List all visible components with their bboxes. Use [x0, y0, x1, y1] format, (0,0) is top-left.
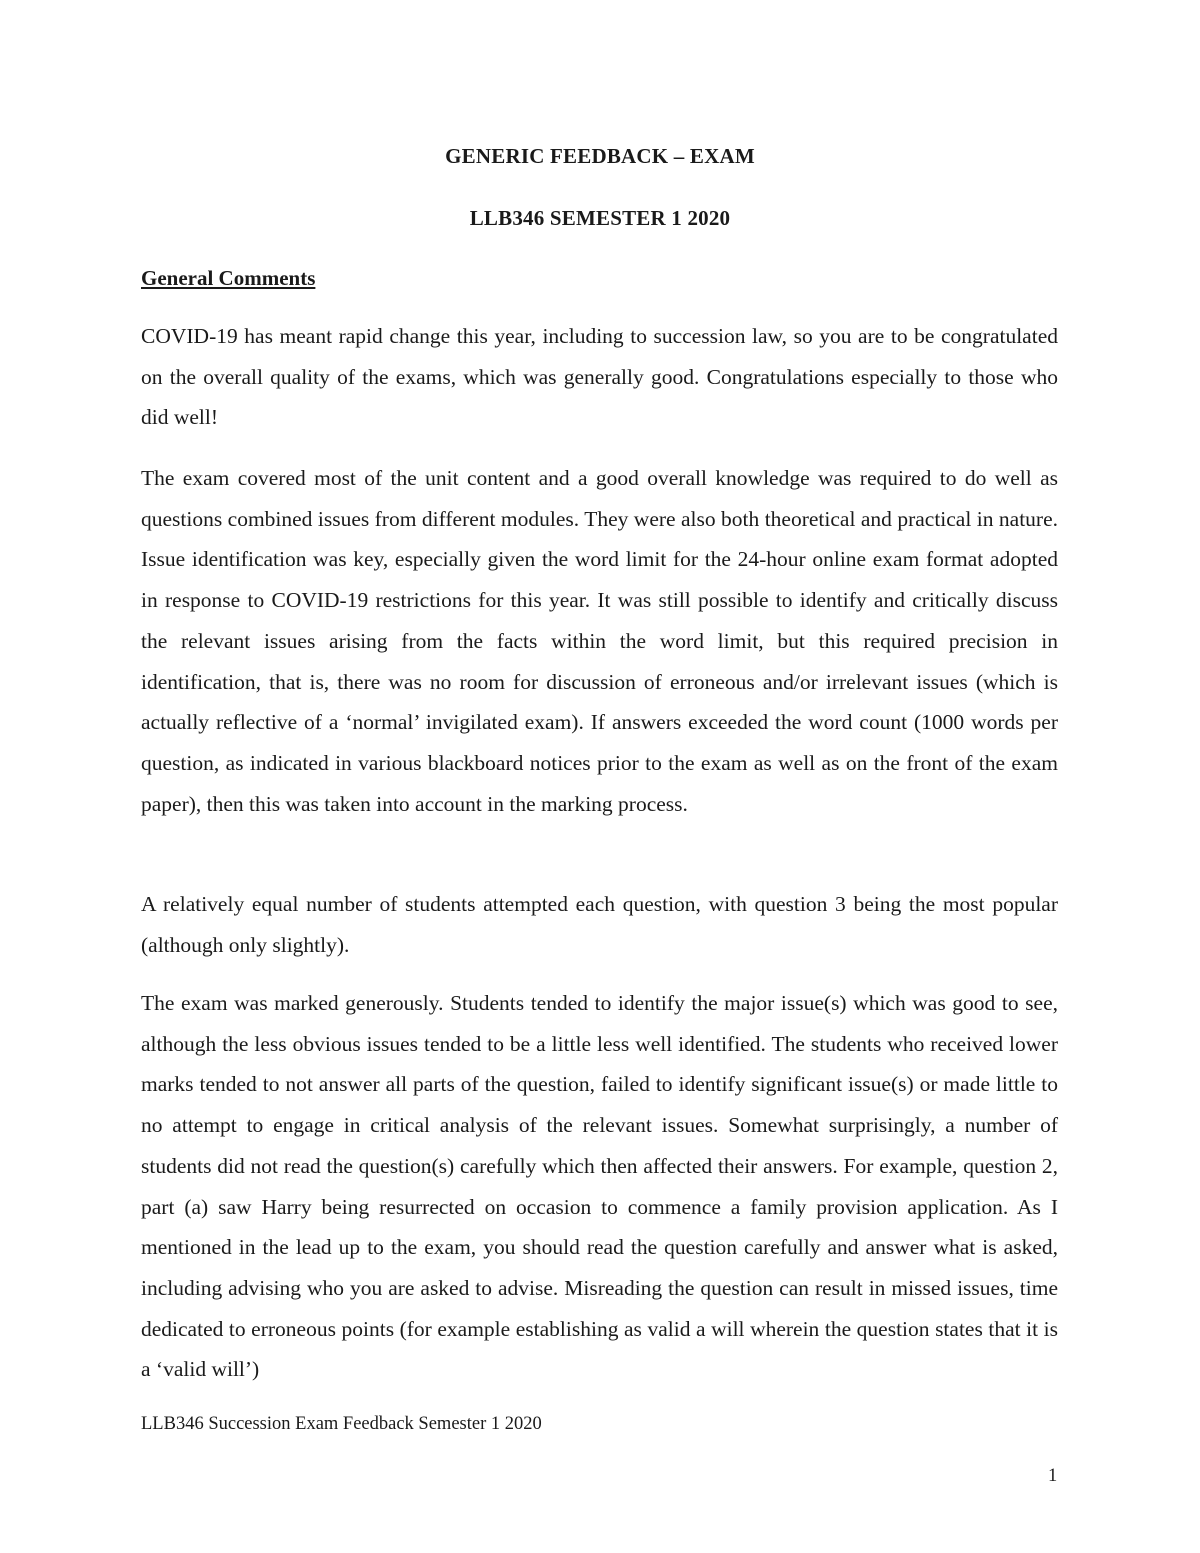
- paragraph-2: The exam covered most of the unit content and a good overall knowledge was required to do well as questions combined issues from different modules. They were also both theoretical and practical in nature. Issue identification was key, especially given the word limit for the 24-hour online exam format adopted in response to COVID-19 restrictions for this year. It was still possible to identify and critically discuss the relevant issues arising from the facts within the word limit, but this required precision in identification, that is, there was no room for discussion of erroneous and/or irrelevant issues (which is actually reflective of a ‘normal’ invigilated exam). If answers exceeded the word count (1000 words per question, as indicated in various blackboard notices prior to the exam as well as on the front of the exam paper), then this was taken into account in the marking process.: [141, 466, 1058, 816]
- document-subtitle: LLB346 SEMESTER 1 2020: [469, 206, 731, 230]
- page-number: 1: [1048, 1466, 1058, 1486]
- section-heading: General Comments: [141, 266, 316, 290]
- footer-text: LLB346 Succession Exam Feedback Semester 1 2020: [141, 1414, 542, 1434]
- document-title: GENERIC FEEDBACK – EXAM: [445, 144, 755, 168]
- paragraph-4: The exam was marked generously. Students tended to identify the major issue(s) which was good to see, although the less obvious issues tended to be a little less well identified. The students who received lower marks tended to not answer all parts of the question, failed to identify significant issue(s) or made little to no attempt to engage in critical analysis of the relevant issues. Somewhat surprisingly, a number of students did not read the question(s) carefully which then affected their answers. For example, question 2, part (a) saw Harry being resurrected on occasion to commence a family provision application. As I mentioned in the lead up to the exam, you should read the question carefully and answer what is asked, including advising who you are asked to advise. Misreading the question can result in missed issues, time dedicated to erroneous points (for example establishing as valid a will wherein the question states that it is a ‘valid will’): [141, 991, 1058, 1382]
- paragraph-3: A relatively equal number of students attempted each question, with question 3 being the most popular (although only slightly).: [141, 892, 1058, 957]
- paragraph-1: COVID-19 has meant rapid change this year, including to succession law, so you are to be congratulated on the overall quality of the exams, which was generally good. Congratulations especially to those who did well!: [141, 324, 1058, 430]
